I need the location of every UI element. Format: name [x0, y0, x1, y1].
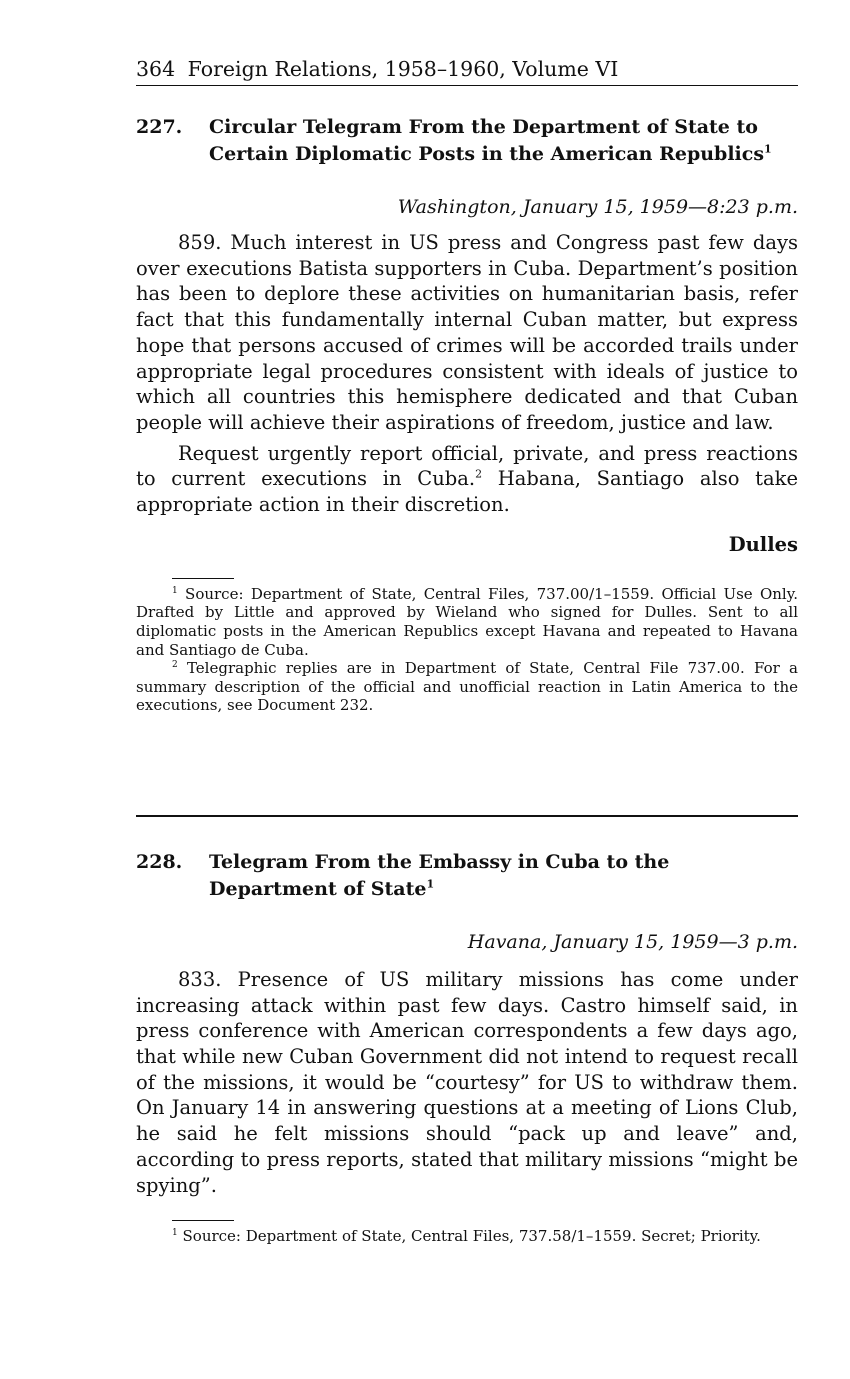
document-number: 227.	[136, 116, 183, 138]
paragraph-text: Request urgently report official, private, and press reactions to current executions in Cuba.	[136, 441, 798, 491]
footnote-rule	[172, 1220, 234, 1221]
dateline: Havana, January 15, 1959—3 p.m.	[467, 930, 798, 953]
document-228	[136, 849, 798, 1246]
signature: Dulles	[728, 532, 798, 556]
paragraph	[136, 441, 798, 518]
document-title	[209, 849, 798, 903]
footnotes	[136, 585, 798, 715]
footnote-text: Source: Department of State, Central Files, 737.00/1–1559. Official Use Only. Drafted by Little and approved by Wieland who signed for Dulles. Sent to all diplomatic posts in the American Republics except Havana and repeated to Havana and Santiago de Cuba.	[136, 584, 798, 659]
document-body	[136, 230, 798, 518]
footnote-rule	[172, 578, 234, 579]
document-body	[136, 967, 798, 1198]
paragraph: 833. Presence of US military missions has come under increasing attack within past few days. Castro himself said, in press conference with American correspondents a few days ago, that while new Cuban Government did not intend to request recall of the missions, it would be “courtesy” for US to withdraw them. On January 14 in answering questions at a meeting of Lions Club, he said he felt missions should “pack up and leave” and, according to press reports, stated that military missions “might be spying”.	[136, 967, 798, 1197]
document-title	[209, 114, 798, 168]
footnote	[136, 585, 798, 659]
footnote-text: Telegraphic replies are in Department of State, Central File 737.00. For a summary description of the official and unofficial reaction in Latin America to the executions, see Document 232.	[136, 659, 798, 715]
footnotes	[136, 1227, 798, 1246]
footnote-ref: 2	[475, 467, 483, 481]
page-number: 364	[136, 57, 176, 81]
document-heading	[136, 849, 798, 903]
footnote	[136, 659, 798, 715]
document-number: 228.	[136, 850, 183, 873]
document-heading	[136, 114, 798, 168]
running-head	[136, 55, 798, 86]
volume-title: Foreign Relations, 1958–1960, Volume VI	[187, 57, 619, 81]
paragraph-text: Habana, Santiago also take appropriate action in their discretion.	[136, 467, 799, 517]
document-227	[136, 114, 798, 715]
dateline: Washington, January 15, 1959—8:23 p.m.	[397, 196, 798, 218]
footnote-mark: 1	[172, 1228, 178, 1239]
footnote-mark: 2	[172, 660, 178, 671]
footnote-ref: 1	[764, 142, 772, 156]
footnote-text: Source: Department of State, Central Files, 737.58/1–1559. Secret; Priority.	[182, 1227, 761, 1246]
footnote-mark: 1	[172, 585, 178, 596]
document-separator	[136, 815, 798, 817]
footnote-ref: 1	[426, 877, 435, 891]
document-title-text: Circular Telegram From the Department of State to Certain Diplomatic Posts in the American Republics	[209, 116, 765, 165]
document-title-text: Telegram From the Embassy in Cuba to the Department of State	[209, 850, 670, 900]
footnote	[136, 1227, 798, 1246]
page	[136, 55, 798, 1246]
paragraph: 859. Much interest in US press and Congress past few days over executions Batista supporters in Cuba. Department’s position has been to deplore these activities on humanitarian basis, refer fact that this fundamentally internal Cuban matter, but express hope that persons accused of crimes will be accorded trails under appropriate legal procedures consistent with ideals of justice to which all countries this hemisphere dedicated and that Cuban people will achieve their aspirations of freedom, justice and law.	[136, 231, 798, 434]
